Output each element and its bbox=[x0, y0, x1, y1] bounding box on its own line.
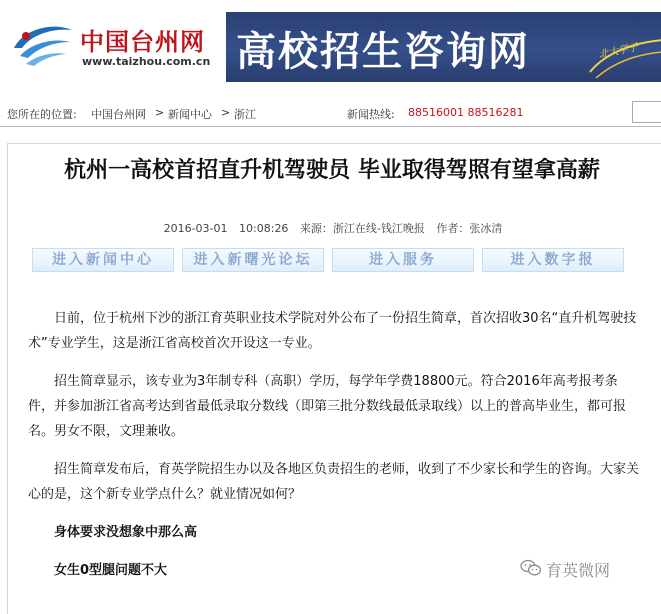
search-input[interactable] bbox=[632, 101, 661, 123]
article-subheading: 女生0型腿问题不大 bbox=[54, 563, 168, 578]
breadcrumb-bar bbox=[0, 101, 661, 125]
breadcrumb-news[interactable]: 新闻中心 bbox=[168, 108, 212, 121]
watermark bbox=[520, 557, 660, 581]
wechat-icon bbox=[520, 559, 542, 577]
forum-button[interactable]: 进入新曙光论坛 bbox=[182, 248, 324, 272]
news-center-button[interactable]: 进入新闻中心 bbox=[32, 248, 174, 272]
article-source: 来源：浙江在线-钱江晚报 bbox=[299, 222, 425, 235]
breadcrumb-home[interactable]: 中国台州网 bbox=[91, 108, 146, 121]
section-nav bbox=[32, 248, 632, 272]
article-body bbox=[28, 306, 640, 596]
banner-signature: 北大学子 bbox=[597, 41, 640, 61]
article-date: 2016-03-01 bbox=[163, 222, 228, 235]
watermark-text: 育英微网 bbox=[546, 561, 611, 580]
breadcrumb-zhejiang[interactable]: 浙江 bbox=[234, 108, 256, 121]
site-logo[interactable] bbox=[10, 10, 210, 80]
article-paragraph: 日前，位于杭州下沙的浙江育英职业技术学院对外公布了一份招生简章，首次招收30名“直升机驾驶技术”专业学生，这是浙江省高校首次开设这一专业。 bbox=[28, 311, 637, 351]
site-header bbox=[0, 0, 661, 88]
logo-url: www.taizhou.com.cn bbox=[82, 55, 211, 68]
logo-swirl-icon bbox=[10, 18, 76, 68]
article-subheading: 身体要求没想象中那么高 bbox=[54, 525, 198, 540]
article-paragraph: 招生简章显示，该专业为3年制专科（高职）学历，每学年学费18800元。符合2016年高考报考条件，并参加浙江省高考达到省最低录取分数线（即第三批分数线最低录取线）以上的普高毕业生，都可报名。男女不限，文理兼收。 bbox=[28, 374, 627, 439]
article-author: 作者：张冰清 bbox=[436, 222, 503, 235]
article-time: 10:08:26 bbox=[239, 222, 289, 235]
hotline-label: 新闻热线: bbox=[347, 108, 395, 121]
breadcrumb-divider bbox=[0, 126, 661, 127]
article-title: 杭州一高校首招直升机驾驶员 毕业取得驾照有望拿高薪 bbox=[64, 157, 600, 183]
breadcrumb-separator: > bbox=[155, 106, 165, 119]
article-paragraph: 招生简章发布后，育英学院招生办以及各地区负责招生的老师，收到了不少家长和学生的咨询。大家关心的是，这个新专业学点什么？就业情况如何？ bbox=[28, 462, 640, 502]
breadcrumb-separator: > bbox=[221, 106, 231, 119]
article-container bbox=[7, 143, 661, 614]
digital-paper-button[interactable]: 进入数字报 bbox=[482, 248, 624, 272]
article-meta bbox=[8, 220, 658, 236]
services-button[interactable]: 进入服务 bbox=[332, 248, 474, 272]
breadcrumb-prefix: 您所在的位置: bbox=[7, 108, 77, 121]
hotline-numbers: 88516001 88516281 bbox=[408, 106, 524, 119]
logo-text: 中国台州网 bbox=[80, 28, 205, 56]
banner-title: 高校招生咨询网 bbox=[236, 29, 530, 75]
banner[interactable] bbox=[226, 12, 661, 82]
